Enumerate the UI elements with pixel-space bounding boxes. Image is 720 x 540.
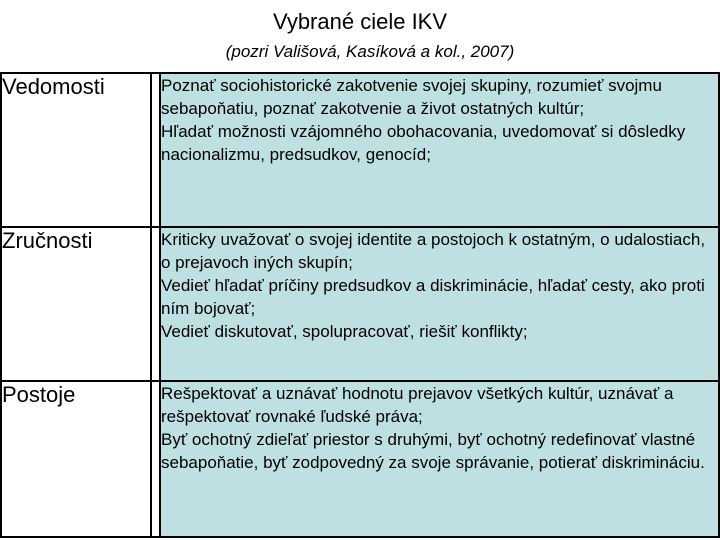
row-separator bbox=[151, 73, 160, 227]
description-line: Hľadať možnosti vzájomného obohacovania, uvedomovať si dôsledky nacionalizmu, predsudkov, genocíd; bbox=[161, 122, 686, 164]
row-separator bbox=[151, 227, 160, 381]
row-separator bbox=[151, 381, 160, 537]
description-line: Byť ochotný zdieľať priestor s druhými, byť ochotný redefinovať vlastné sebapoňatie, byť zodpovedný za svoje správanie, potierať diskrimináciu. bbox=[161, 430, 705, 472]
page-subtitle: (pozri Vališová, Kasíková a kol., 2007) bbox=[225, 42, 515, 61]
table-row-skills bbox=[1, 227, 719, 381]
goals-table bbox=[0, 72, 720, 538]
description-line: Vedieť diskutovať, spolupracovať, riešiť konflikty; bbox=[161, 322, 528, 341]
table-row-attitudes bbox=[1, 381, 719, 537]
page-title: Vybrané ciele IKV bbox=[272, 9, 448, 34]
row-description bbox=[160, 73, 719, 227]
row-label: Postoje bbox=[1, 381, 151, 537]
description-line: Vedieť hľadať príčiny predsudkov a diskriminácie, hľadať cesty, ako proti ním bojovať; bbox=[161, 276, 705, 318]
description-line: Poznať sociohistorické zakotvenie svojej skupiny, rozumieť svojmu sebapoňatiu, poznať zakotvenie a život ostatných kultúr; bbox=[161, 76, 662, 118]
row-description bbox=[160, 381, 719, 537]
description-line: Rešpektovať a uznávať hodnotu prejavov všetkých kultúr, uznávať a rešpektovať rovnaké ľudské práva; bbox=[161, 384, 674, 426]
table-row-knowledge bbox=[1, 73, 719, 227]
row-label: Zručnosti bbox=[1, 227, 151, 381]
row-label: Vedomosti bbox=[1, 73, 151, 227]
description-line: Kriticky uvažovať o svojej identite a postojoch k ostatným, o udalostiach, o prejavoch iných skupín; bbox=[161, 230, 706, 272]
row-description bbox=[160, 227, 719, 381]
